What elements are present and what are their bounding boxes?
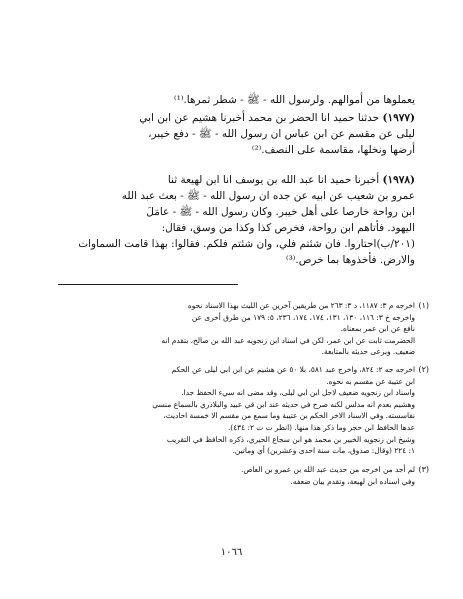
footnote-number: (١) [418,301,429,310]
footnote-1 [45,300,429,358]
text-line: ليلى عن مقسم عن ابن عباس ان رسول الله - ﷺ - دفع خيبر، [148,128,415,140]
footnote-3 [45,464,429,487]
text-line: (٢٠١/ب)احتاروا. فان شئتم فلي، وان شئتم فلكم. فقالوا: بهذا قامت السماوات [78,238,415,250]
hadith-number: (١٩٧٨) [382,174,415,186]
text-line: اليهود. فأتاهم ابن رواحة، فخرص كذا وكذا من وسق، فقال: [161,222,415,234]
hadith-1977-line [139,110,415,126]
hadith-number: (١٩٧٧) [382,112,415,124]
footnote-line: ١: ٢٢٤ (وقال: صدوق، مات سنة احدى وعشرين) أي وماتين. [232,446,415,456]
footnote-number: (٢) [418,365,429,374]
footnote-line: اخرجه جه ٢: ٨٢٤، واخرج عبد ٥٨١، بلا ٥٠ عن هشيم عن ابن ابي ليلى عن الحكم [171,365,415,374]
hadith-1978-line [168,172,415,188]
footnote-line: وفي اسناده ابن لهيعة، وتقدم بيان ضعفه. [290,476,415,486]
footnote-line: وهشيم بعدم انه مدلس لكنه صرح في حديثه عند ابن قي عبيد والبلاذري بالسماع منسي [152,399,415,409]
footnote-line: نافع عن ابن عمر بمعناه. [340,324,415,334]
footnote-line: نفاسسته. وفي الاسناد الاخر الحكم بن عتيبة وما سمع من مقسم الا خمسة احاديث، [163,411,415,421]
footnote-line: ابن عتيبة عن مقسم به نحوه. [326,376,415,386]
footnote-divider [58,284,238,285]
footnote-line: لم أجد من اخرجه من حديث عبد الله بن عمرو بن العاص. [240,465,415,474]
text-line: عمرو بن شعيب عن ابيه عن جده ان رسول الله - ﷺ - بعث عبد الله [121,190,415,202]
text-line: أخبرنا حميد انا عبد الله بن يوسف انا ابن لهيعة ثنا [167,174,380,186]
text-line: حدثنا حميد انا الحضر بن محمد أخبرنا هشيم عن ابن ابي [139,112,380,124]
footnote-number: (٣) [418,465,429,474]
footnote-line: عدها الحافظ ابن حجر وما ذكر هذا منها. (انظر ت ت ٢: ٤٣٤). [227,422,415,432]
text-line: والارض. فأخذوها بما خرص.⁽³⁾ [285,254,415,266]
text-line: أرضها ونخلها، مقاسمة على النصف.⁽²⁾ [251,144,415,156]
footnote-2 [45,364,429,457]
footnote-line: وشيخ ابن زنجويه الخبير بن محمد هو ابن سجاع الحيري، ذكره الحافظ في التقريب [166,434,415,444]
page-number: ١٠٦٦ [220,547,243,558]
footnote-line: ضعيف. وبرعى حديثه بالمتابعة. [321,347,415,357]
text-line: ابن رواحة خارصا على أهل خيبر. وكان رسول الله - ﷺ - عامَلَ [146,206,415,218]
footnote-line: واسناد ابن زنجويه ضعيف لاجل ابن ابي ليلى، وقد مضى انه سيء الحفظ جدا. [181,388,415,398]
footnote-line: الحضرمت ثابت عن ابن عمر، لكن في اسناد ابن زنجويه عبد الله بن صالح، بتقدم انه [161,335,415,345]
footnote-line: واخرجه خ ٣: ١١٦، ١٣٠، ١٣١، ١٧٤، ١٧٤، ٢٣٦، ٥: ١٧٩ من طرق أخرى عن [191,312,415,322]
footnote-line: اخرجه م ٣: ١١٨٧، د ٣: ٢٦٣ من طريقين آخرين عن الليث بهذا الاسناد نحوه [187,301,415,310]
text-line: يعملوها من أموالهم. ولرسول الله - ﷺ - شطر ثمرها.⁽¹⁾ [174,94,415,106]
